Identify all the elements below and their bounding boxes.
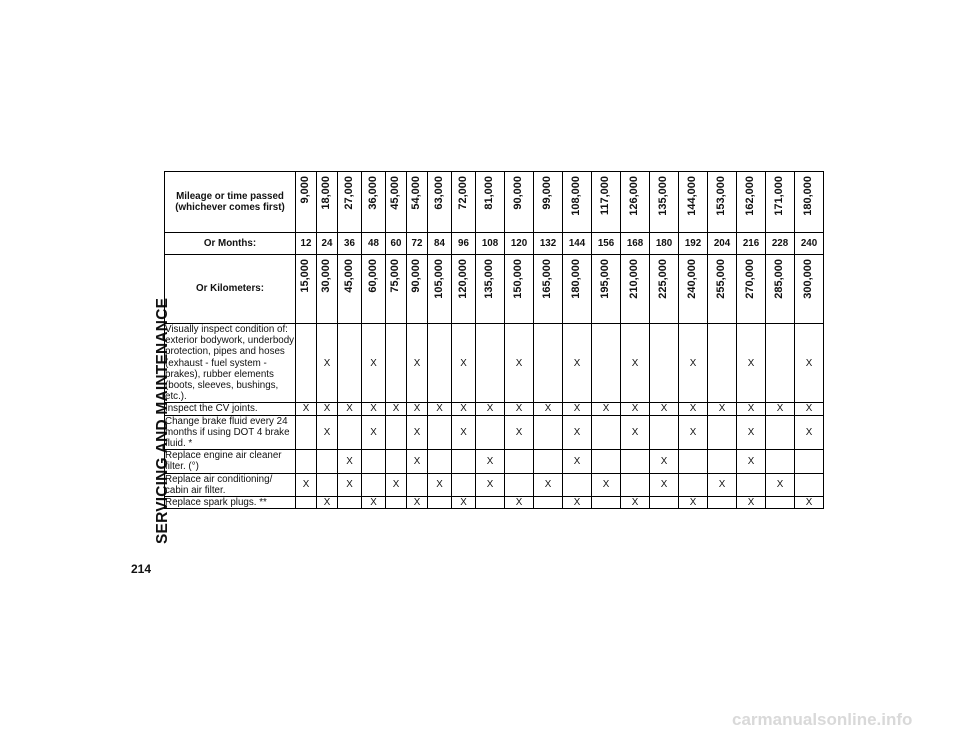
- mileage-header-cell: [317, 172, 338, 233]
- service-mark: X: [563, 403, 592, 415]
- service-mark: [679, 473, 708, 496]
- service-mark: [428, 324, 452, 403]
- service-mark: [505, 450, 534, 473]
- months-value: 192: [679, 233, 708, 255]
- service-mark: [592, 450, 621, 473]
- kilometers-header-cell: [795, 255, 824, 324]
- service-mark: X: [621, 497, 650, 509]
- service-mark: X: [621, 415, 650, 450]
- service-mark: X: [505, 324, 534, 403]
- kilometers-header-cell: [362, 255, 386, 324]
- maintenance-schedule-table: [164, 171, 824, 509]
- kilometers-value: 225,000: [657, 259, 669, 299]
- service-mark: [476, 497, 505, 509]
- service-mark: X: [621, 403, 650, 415]
- service-mark: X: [338, 403, 362, 415]
- kilometers-header-cell: [476, 255, 505, 324]
- mileage-value: 180,000: [802, 176, 814, 216]
- service-row: [165, 415, 824, 450]
- mileage-value: 171,000: [773, 176, 785, 216]
- kilometers-header-cell: [428, 255, 452, 324]
- section-title: [140, 172, 171, 562]
- service-mark: [708, 497, 737, 509]
- service-mark: [386, 450, 407, 473]
- mileage-value: 81,000: [483, 176, 495, 210]
- service-description: Replace engine air cleaner filter. (°): [165, 450, 296, 473]
- service-mark: X: [428, 403, 452, 415]
- mileage-header-cell: [795, 172, 824, 233]
- service-mark: [317, 450, 338, 473]
- months-value: 60: [386, 233, 407, 255]
- kilometers-header-cell: [650, 255, 679, 324]
- service-mark: X: [708, 403, 737, 415]
- service-mark: X: [592, 403, 621, 415]
- mileage-value: 135,000: [657, 176, 669, 216]
- service-mark: [650, 415, 679, 450]
- kilometers-value: 165,000: [541, 259, 553, 299]
- mileage-header-cell: [428, 172, 452, 233]
- service-mark: [766, 324, 795, 403]
- service-mark: [592, 324, 621, 403]
- service-mark: X: [679, 324, 708, 403]
- kilometers-value: 105,000: [432, 259, 445, 299]
- service-mark: [766, 497, 795, 509]
- service-mark: X: [407, 324, 428, 403]
- kilometers-header-cell: [708, 255, 737, 324]
- mileage-value: 162,000: [744, 176, 756, 216]
- service-row: [165, 450, 824, 473]
- service-mark: X: [650, 450, 679, 473]
- service-row: [165, 324, 824, 403]
- service-mark: X: [317, 403, 338, 415]
- service-mark: X: [386, 403, 407, 415]
- service-mark: X: [621, 324, 650, 403]
- kilometers-header-cell: [452, 255, 476, 324]
- kilometers-value: 120,000: [456, 259, 469, 299]
- service-mark: [621, 473, 650, 496]
- service-mark: X: [795, 403, 824, 415]
- service-mark: [452, 450, 476, 473]
- mileage-value: 90,000: [512, 176, 524, 210]
- service-mark: X: [407, 450, 428, 473]
- service-mark: X: [563, 415, 592, 450]
- service-mark: X: [563, 450, 592, 473]
- kilometers-value: 60,000: [366, 259, 379, 293]
- kilometers-value: 30,000: [320, 259, 332, 293]
- service-mark: [476, 324, 505, 403]
- service-mark: X: [362, 497, 386, 509]
- service-mark: [452, 473, 476, 496]
- service-mark: [592, 497, 621, 509]
- kilometers-value: 300,000: [802, 259, 814, 299]
- service-mark: [428, 497, 452, 509]
- service-description: Inspect the CV joints.: [165, 403, 296, 415]
- service-mark: [386, 324, 407, 403]
- service-mark: X: [476, 403, 505, 415]
- months-value: 240: [795, 233, 824, 255]
- service-mark: [362, 450, 386, 473]
- kilometers-header-cell: [407, 255, 428, 324]
- kilometers-header-cell: [563, 255, 592, 324]
- service-mark: X: [407, 415, 428, 450]
- kilometers-value: 210,000: [628, 259, 640, 299]
- mileage-header-cell: [708, 172, 737, 233]
- mileage-value: 99,000: [541, 176, 553, 210]
- service-mark: X: [407, 403, 428, 415]
- months-value: 96: [452, 233, 476, 255]
- service-mark: X: [505, 497, 534, 509]
- service-mark: X: [317, 415, 338, 450]
- mileage-header-label: Mileage or time passed (whichever comes first): [165, 172, 296, 233]
- service-mark: X: [737, 497, 766, 509]
- service-mark: [534, 415, 563, 450]
- service-mark: [708, 415, 737, 450]
- kilometers-value: 195,000: [599, 259, 611, 299]
- service-mark: X: [362, 324, 386, 403]
- months-value: 216: [737, 233, 766, 255]
- service-mark: X: [563, 324, 592, 403]
- kilometers-value: 45,000: [342, 259, 355, 293]
- service-mark: X: [476, 450, 505, 473]
- mileage-value: 27,000: [342, 176, 355, 210]
- mileage-header-cell: [505, 172, 534, 233]
- kilometers-value: 150,000: [512, 259, 524, 299]
- service-mark: X: [737, 450, 766, 473]
- mileage-value: 54,000: [410, 176, 422, 210]
- mileage-value: 9,000: [299, 176, 311, 204]
- service-mark: X: [317, 497, 338, 509]
- service-mark: X: [296, 403, 317, 415]
- kilometers-value: 255,000: [715, 259, 727, 299]
- kilometers-header-cell: [621, 255, 650, 324]
- watermark: carmanualsonline.info: [732, 710, 913, 729]
- service-mark: X: [795, 415, 824, 450]
- service-mark: [621, 450, 650, 473]
- kilometers-value: 240,000: [686, 259, 698, 299]
- service-row: [165, 473, 824, 496]
- months-value: 132: [534, 233, 563, 255]
- service-mark: X: [737, 415, 766, 450]
- mileage-header-cell: [563, 172, 592, 233]
- mileage-value: 63,000: [432, 176, 445, 210]
- service-mark: X: [679, 415, 708, 450]
- service-mark: [386, 497, 407, 509]
- service-mark: [296, 415, 317, 450]
- service-mark: [476, 415, 505, 450]
- mileage-header-cell: [621, 172, 650, 233]
- service-mark: X: [407, 497, 428, 509]
- mileage-value: 153,000: [715, 176, 727, 216]
- service-mark: X: [708, 473, 737, 496]
- service-mark: X: [452, 415, 476, 450]
- service-description: Replace air conditioning/ cabin air filter.: [165, 473, 296, 496]
- service-mark: [563, 473, 592, 496]
- mileage-value: 108,000: [570, 176, 582, 216]
- service-mark: [338, 415, 362, 450]
- mileage-value: 144,000: [686, 176, 698, 216]
- kilometers-header-row: [165, 255, 824, 324]
- service-mark: X: [505, 415, 534, 450]
- service-mark: [708, 324, 737, 403]
- service-mark: X: [362, 403, 386, 415]
- kilometers-header-cell: [737, 255, 766, 324]
- service-mark: X: [317, 324, 338, 403]
- months-value: 168: [621, 233, 650, 255]
- service-mark: [679, 450, 708, 473]
- service-mark: X: [296, 473, 317, 496]
- service-mark: X: [534, 473, 563, 496]
- months-value: 24: [317, 233, 338, 255]
- kilometers-value: 90,000: [410, 259, 422, 293]
- kilometers-header-cell: [317, 255, 338, 324]
- mileage-value: 18,000: [320, 176, 332, 210]
- service-mark: [708, 450, 737, 473]
- service-mark: [338, 497, 362, 509]
- service-mark: X: [428, 473, 452, 496]
- mileage-header-cell: [650, 172, 679, 233]
- mileage-header-cell: [534, 172, 563, 233]
- service-mark: [296, 324, 317, 403]
- kilometers-header-cell: [679, 255, 708, 324]
- mileage-value: 36,000: [366, 176, 379, 210]
- mileage-header-cell: [386, 172, 407, 233]
- service-mark: [766, 415, 795, 450]
- months-value: 120: [505, 233, 534, 255]
- service-mark: X: [362, 415, 386, 450]
- service-mark: [766, 450, 795, 473]
- mileage-value: 126,000: [628, 176, 640, 216]
- mileage-value: 117,000: [599, 176, 611, 216]
- service-description: Change brake fluid every 24 months if using DOT 4 brake fluid. *: [165, 415, 296, 450]
- service-mark: X: [679, 403, 708, 415]
- months-value: 72: [407, 233, 428, 255]
- service-mark: X: [766, 403, 795, 415]
- service-mark: [650, 324, 679, 403]
- kilometers-value: 180,000: [570, 259, 582, 299]
- kilometers-header-cell: [296, 255, 317, 324]
- mileage-header-cell: [476, 172, 505, 233]
- months-value: 36: [338, 233, 362, 255]
- service-mark: X: [679, 497, 708, 509]
- service-mark: X: [338, 450, 362, 473]
- months-value: 156: [592, 233, 621, 255]
- service-mark: [296, 450, 317, 473]
- service-mark: [534, 324, 563, 403]
- page-number: 214: [131, 562, 152, 576]
- service-mark: [592, 415, 621, 450]
- service-mark: [428, 450, 452, 473]
- months-value: 144: [563, 233, 592, 255]
- service-mark: X: [452, 497, 476, 509]
- service-mark: [407, 473, 428, 496]
- kilometers-header-cell: [534, 255, 563, 324]
- months-value: 108: [476, 233, 505, 255]
- service-mark: X: [534, 403, 563, 415]
- mileage-header-cell: [592, 172, 621, 233]
- service-mark: [650, 497, 679, 509]
- service-row: [165, 497, 824, 509]
- service-mark: X: [737, 324, 766, 403]
- kilometers-header-cell: [505, 255, 534, 324]
- mileage-header-cell: [362, 172, 386, 233]
- service-mark: [737, 473, 766, 496]
- service-description: Visually inspect condition of: exterior bodywork, underbody protection, pipes and hoses (exhaust - fuel system - brakes), rubber elements (boots, sleeves, bushings, etc.).: [165, 324, 295, 403]
- service-mark: X: [592, 473, 621, 496]
- service-mark: X: [505, 403, 534, 415]
- mileage-value: 72,000: [456, 176, 469, 210]
- service-mark: [386, 415, 407, 450]
- months-value: 12: [296, 233, 317, 255]
- service-description: Replace spark plugs. **: [165, 497, 296, 509]
- kilometers-value: 270,000: [744, 259, 756, 299]
- kilometers-value: 15,000: [299, 259, 311, 293]
- kilometers-value: 75,000: [389, 259, 401, 293]
- service-mark: X: [563, 497, 592, 509]
- service-mark: X: [386, 473, 407, 496]
- months-value: 204: [708, 233, 737, 255]
- mileage-header-cell: [679, 172, 708, 233]
- kilometers-header-cell: [592, 255, 621, 324]
- months-value: 84: [428, 233, 452, 255]
- kilometers-value: 135,000: [483, 259, 495, 299]
- service-mark: [795, 450, 824, 473]
- service-mark: X: [476, 473, 505, 496]
- mileage-header-cell: [338, 172, 362, 233]
- service-mark: X: [650, 473, 679, 496]
- service-mark: [795, 473, 824, 496]
- months-value: 48: [362, 233, 386, 255]
- service-mark: X: [795, 497, 824, 509]
- service-mark: X: [452, 324, 476, 403]
- months-header-row: [165, 233, 824, 255]
- mileage-header-cell: [737, 172, 766, 233]
- mileage-header-cell: [766, 172, 795, 233]
- service-mark: [534, 497, 563, 509]
- kilometers-header-cell: [386, 255, 407, 324]
- service-mark: X: [737, 403, 766, 415]
- section-title-text: SERVICING AND MAINTENANCE: [154, 297, 171, 544]
- service-mark: X: [766, 473, 795, 496]
- kilometers-header-label: Or Kilometers:: [165, 255, 296, 324]
- mileage-value: 45,000: [389, 176, 401, 210]
- kilometers-header-cell: [766, 255, 795, 324]
- service-mark: X: [338, 473, 362, 496]
- service-row: [165, 403, 824, 415]
- mileage-header-cell: [296, 172, 317, 233]
- kilometers-value: 285,000: [773, 259, 785, 299]
- mileage-header-row: [165, 172, 824, 233]
- mileage-header-cell: [407, 172, 428, 233]
- service-mark: X: [650, 403, 679, 415]
- service-mark: [338, 324, 362, 403]
- service-mark: [362, 473, 386, 496]
- service-mark: X: [795, 324, 824, 403]
- mileage-header-cell: [452, 172, 476, 233]
- months-value: 228: [766, 233, 795, 255]
- service-mark: X: [452, 403, 476, 415]
- service-mark: [505, 473, 534, 496]
- months-value: 180: [650, 233, 679, 255]
- service-mark: [317, 473, 338, 496]
- service-mark: [534, 450, 563, 473]
- kilometers-header-cell: [338, 255, 362, 324]
- months-header-label: Or Months:: [165, 233, 296, 255]
- service-mark: [428, 415, 452, 450]
- service-mark: [296, 497, 317, 509]
